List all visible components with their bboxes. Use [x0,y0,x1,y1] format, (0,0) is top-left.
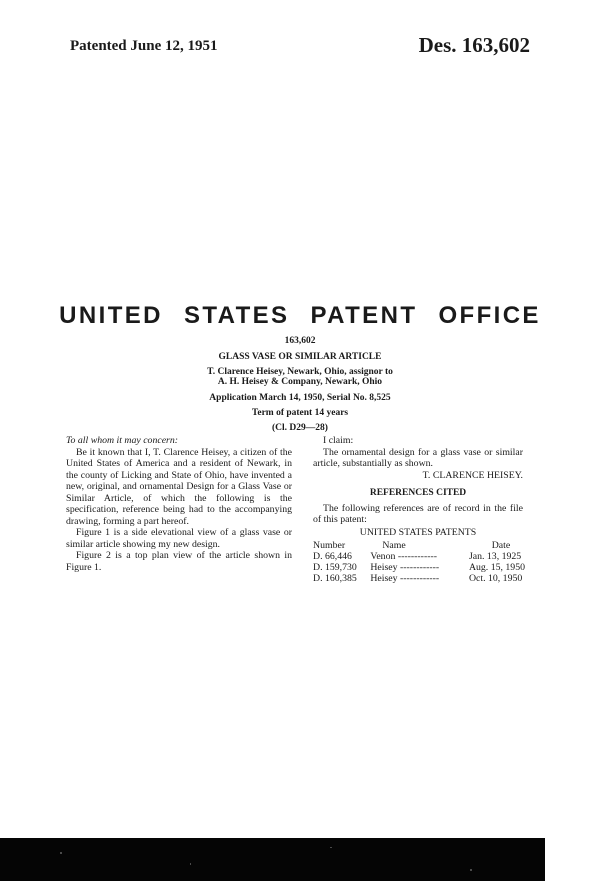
ref-date: Aug. 15, 1950 [468,562,525,573]
ref-name [370,573,469,584]
scan-speck [330,847,332,848]
term-line: Term of patent 14 years [251,408,349,418]
column-header-date: Date [491,540,511,551]
ref-name-text: Heisey [370,562,398,573]
table-header-row [313,540,525,551]
ref-number: D. 159,730 [313,562,357,573]
figure-1-description: Figure 1 is a side elevational view of a glass vase or similar article showing my new design. [66,527,292,550]
references-heading: REFERENCES CITED [369,488,467,498]
ref-date: Jan. 13, 1925 [468,551,522,562]
table-row [313,551,525,562]
ref-number: D. 160,385 [313,573,357,584]
application-line: Application March 14, 1950, Serial No. 8,525 [209,393,391,403]
leader-dots: ------------ [400,573,440,584]
ref-name [370,551,469,562]
claim-text: The ornamental design for a glass vase or similar article, substantially as shown. [313,446,523,469]
office-title: UNITED STATES PATENT OFFICE [59,302,541,329]
inventor-line-2: A. H. Heisey & Company, Newark, Ohio [217,377,383,387]
inventor-line-1: T. Clarence Heisey, Newark, Ohio, assignor to [207,367,393,377]
figure-2-description: Figure 2 is a top plan view of the article shown in Figure 1. [66,550,292,573]
signature: T. CLARENCE HEISEY. [422,469,523,481]
column-header-name: Name [382,540,406,551]
design-title: GLASS VASE OR SIMILAR ARTICLE [218,352,382,362]
scan-speck [190,863,191,865]
references-intro: The following references are of record in the file of this patent: [313,502,523,525]
classification: (Cl. D29—28) [272,423,328,433]
patent-number: 163,602 [284,336,316,346]
scan-speck [60,852,62,854]
us-patents-heading: UNITED STATES PATENTS [359,526,477,538]
left-column [66,435,292,573]
design-patent-number: Des. 163,602 [418,33,530,57]
column-header-number: Number [313,540,346,551]
ref-name-text: Venon [370,551,396,562]
leader-dots: ------------ [400,562,440,573]
salutation: To all whom it may concern: [66,435,179,446]
claim-label: I claim: [323,435,354,446]
scan-border-bar [0,838,545,881]
right-column [313,435,523,584]
references-table [313,540,525,584]
ref-name-text: Heisey [370,573,398,584]
patented-date: Patented June 12, 1951 [70,38,218,54]
ref-number: D. 66,446 [313,551,352,562]
scan-speck [470,869,472,871]
spec-paragraph: Be it known that I, T. Clarence Heisey, a citizen of the United States of America and a resident of Newark, in the county of Licking and State of Ohio, have invented a new, original, and ornamental Design for a Glass Vase or Similar Article, of which the following is the specification, reference being had to the accompanying drawing, forming a part hereof. [66,446,292,527]
leader-dots: ------------ [397,551,437,562]
ref-name [370,562,469,573]
table-row [313,573,525,584]
table-row [313,562,525,573]
ref-date: Oct. 10, 1950 [468,573,523,584]
